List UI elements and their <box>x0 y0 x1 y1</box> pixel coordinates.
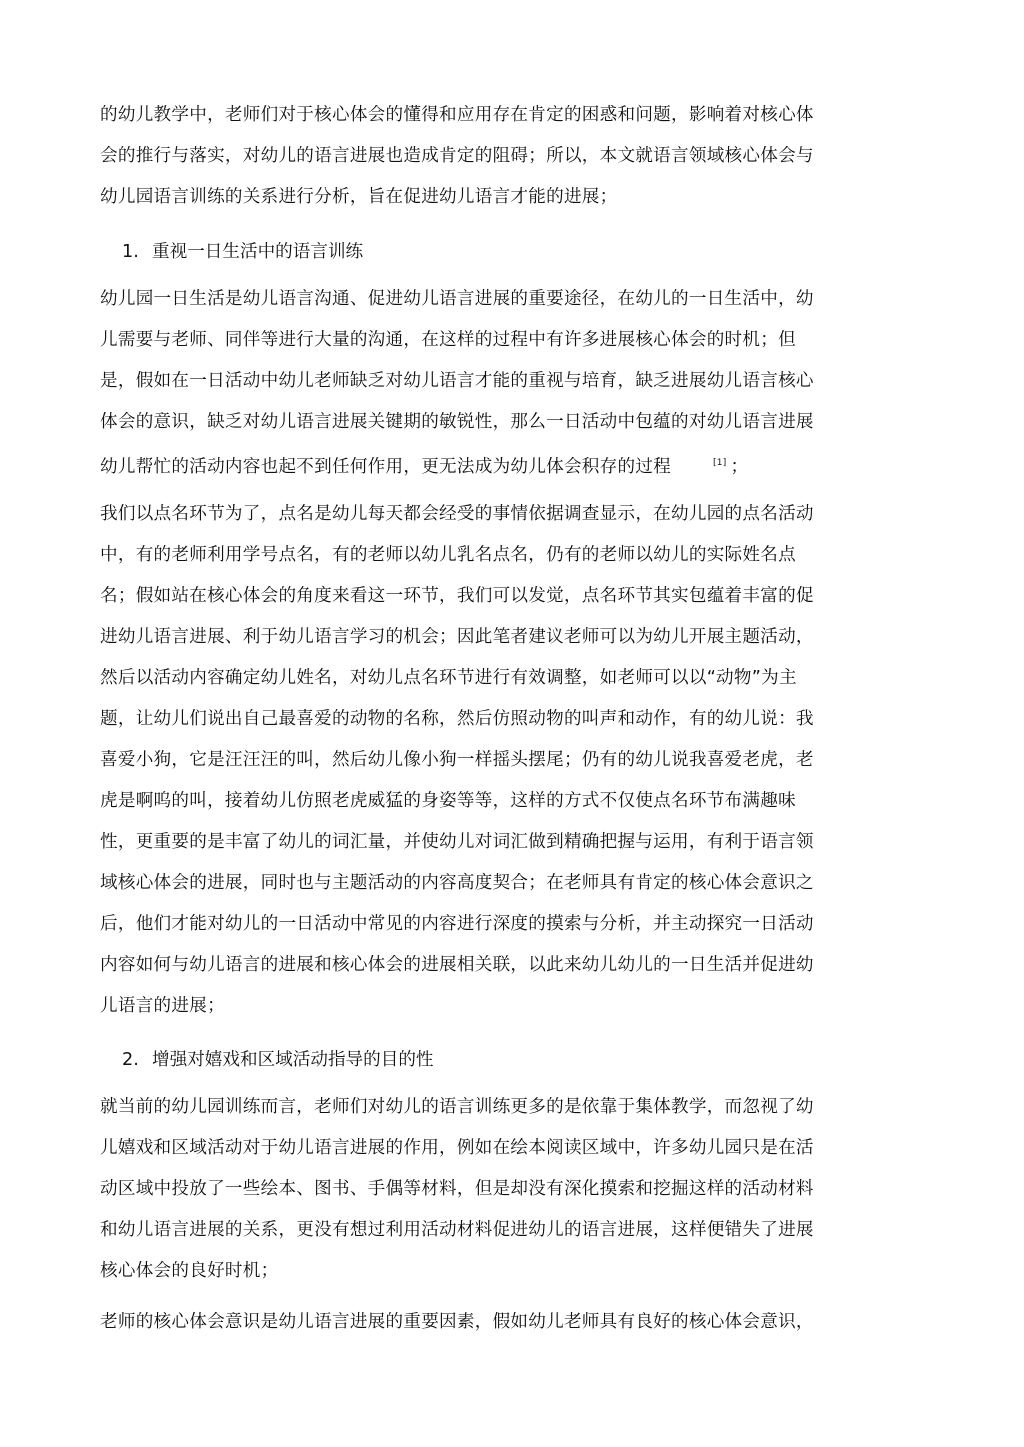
body-text-line: 和幼儿语言进展的关系，更没有想过利用活动材料促进幼儿的语言进展，这样便错失了进展 <box>100 1220 814 1240</box>
body-text-line: 儿嬉戏和区域活动对于幼儿语言进展的作用，例如在绘本阅读区域中，许多幼儿园只是在活 <box>100 1138 814 1158</box>
body-text-line: 儿语言的进展； <box>100 996 225 1016</box>
body-text-line: 然后以活动内容确定幼儿姓名，对幼儿点名环节进行有效调整，如老师可以以“动物”为主 <box>100 668 797 688</box>
body-text-line: 题，让幼儿们说出自己最喜爱的动物的名称，然后仿照动物的叫声和动作，有的幼儿说：我 <box>100 709 814 729</box>
body-text-line: 进幼儿语言进展、利于幼儿语言学习的机会；因此笔者建议老师可以为幼儿开展主题活动， <box>100 627 814 647</box>
body-text-line: 老师的核心体会意识是幼儿语言进展的重要因素，假如幼儿老师具有良好的核心体会意识， <box>100 1312 814 1332</box>
section-number: 1. <box>122 242 139 262</box>
body-text-line: 我们以点名环节为了，点名是幼儿每天都会经受的事情依据调查显示，在幼儿园的点名活动 <box>100 504 814 524</box>
body-text-line: 儿需要与老师、同伴等进行大量的沟通，在这样的过程中有许多进展核心体会的时机；但 <box>100 330 796 350</box>
body-text-line: 虎是啊呜的叫，接着幼儿仿照老虎威猛的身姿等等，这样的方式不仅使点名环节布满趣味 <box>100 791 796 811</box>
body-text-line: 会的推行与落实，对幼儿的语言进展也造成肯定的阻碍；所以，本文就语言领域核心体会与 <box>100 146 814 166</box>
section-heading-1 <box>122 240 363 264</box>
section-number: 2. <box>122 1050 139 1070</box>
body-text-line-with-citation <box>100 451 870 479</box>
sentence-end: ； <box>730 456 749 477</box>
body-text-line: 体会的意识，缺乏对幼儿语言进展关键期的敏锐性，那么一日活动中包蕴的对幼儿语言进展 <box>100 412 814 432</box>
body-text-line: 名；假如站在核心体会的角度来看这一环节，我们可以发觉，点名环节其实包蕴着丰富的促 <box>100 586 814 606</box>
body-text-line: 中，有的老师利用学号点名，有的老师以幼儿乳名点名，仍有的老师以幼儿的实际姓名点 <box>100 545 796 565</box>
body-text-line: 性，更重要的是丰富了幼儿的词汇量，并使幼儿对词汇做到精确把握与运用，有利于语言领 <box>100 832 814 852</box>
body-text-line: 内容如何与幼儿语言的进展和核心体会的进展相关联，以此来幼儿幼儿的一日生活并促进幼 <box>100 955 814 975</box>
body-text-line: 核心体会的良好时机； <box>100 1261 279 1281</box>
section-title: 增强对嬉戏和区域活动指导的目的性 <box>152 1050 434 1070</box>
body-text-line: 的幼儿教学中，老师们对于核心体会的懂得和应用存在肯定的困惑和问题，影响着对核心体 <box>100 105 814 125</box>
body-text-line: 动区域中投放了一些绘本、图书、手偶等材料，但是却没有深化摸索和挖掘这样的活动材料 <box>100 1179 814 1199</box>
body-text: 幼儿帮忙的活动内容也起不到任何作用，更无法成为幼儿体会积存的过程 <box>100 456 672 477</box>
citation-marker: [1] <box>713 458 727 468</box>
body-text-line: 喜爱小狗，它是汪汪汪的叫，然后幼儿像小狗一样摇头摆尾；仍有的幼儿说我喜爱老虎，老 <box>100 750 814 770</box>
body-text-line: 域核心体会的进展，同时也与主题活动的内容高度契合；在老师具有肯定的核心体会意识之 <box>100 873 814 893</box>
body-text-line: 幼儿园一日生活是幼儿语言沟通、促进幼儿语言进展的重要途径，在幼儿的一日生活中，幼 <box>100 289 814 309</box>
section-title: 重视一日生活中的语言训练 <box>152 242 364 262</box>
body-text-line: 是，假如在一日活动中幼儿老师缺乏对幼儿语言才能的重视与培育，缺乏进展幼儿语言核心 <box>100 371 814 391</box>
body-text-line: 就当前的幼儿园训练而言，老师们对幼儿的语言训练更多的是依靠于集体教学，而忽视了幼 <box>100 1097 814 1117</box>
body-text-line: 后，他们才能对幼儿的一日活动中常见的内容进行深度的摸索与分析，并主动探究一日活动 <box>100 914 814 934</box>
section-heading-2 <box>122 1048 434 1072</box>
body-text-line: 幼儿园语言训练的关系进行分析，旨在促进幼儿语言才能的进展； <box>100 187 618 207</box>
